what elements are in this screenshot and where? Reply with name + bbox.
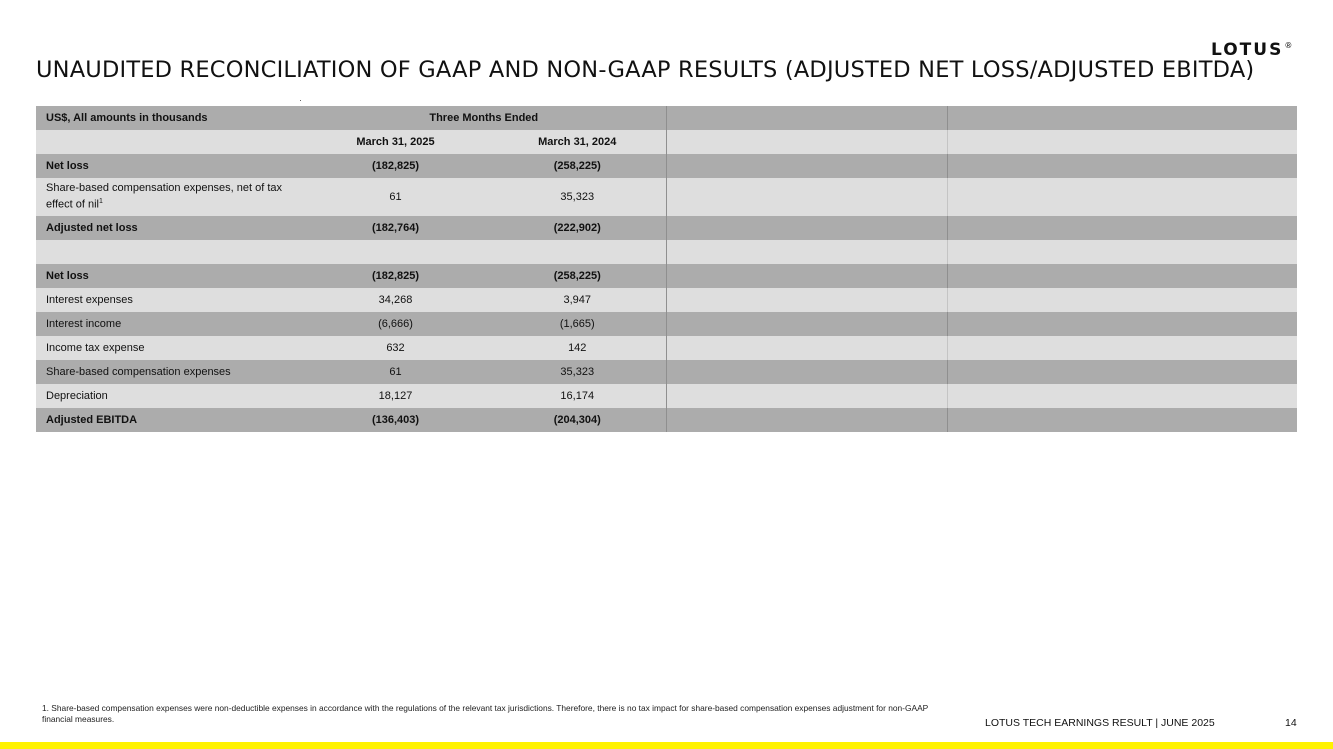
value-2025: (6,666)	[302, 312, 489, 336]
footnote: 1. Share-based compensation expenses were non-deductible expenses in accordance with the regulations of the relevant tax jurisdictions. Therefore, there is no tax impact for share-based compensation expenses adjustment for non-GAAP financial measures.	[42, 703, 929, 724]
table-row-interest-income	[36, 312, 1297, 336]
empty-cell	[666, 130, 947, 154]
empty-cell	[947, 384, 1297, 408]
empty-cell	[947, 408, 1297, 432]
value-2024: (204,304)	[489, 408, 666, 432]
empty-cell	[947, 240, 1297, 264]
row-label-text: Share-based compensation expenses, net of tax effect of nil	[46, 182, 283, 211]
empty-cell	[666, 178, 947, 216]
empty-cell	[489, 240, 666, 264]
row-label: Income tax expense	[36, 336, 302, 360]
reconciliation-table	[36, 106, 1297, 432]
row-label: Adjusted net loss	[36, 216, 302, 240]
header-row-units	[36, 106, 1297, 130]
empty-cell	[666, 384, 947, 408]
empty-cell	[947, 216, 1297, 240]
value-2024: 35,323	[489, 360, 666, 384]
value-2024: (258,225)	[489, 264, 666, 288]
empty-cell	[666, 408, 947, 432]
footer-text: LOTUS TECH EARNINGS RESULT | JUNE 2025	[985, 717, 1215, 729]
empty-cell	[947, 288, 1297, 312]
value-2024: (1,665)	[489, 312, 666, 336]
row-label	[36, 178, 302, 216]
empty-cell	[947, 360, 1297, 384]
units-label: US$, All amounts in thousands	[36, 106, 302, 130]
value-2024: 3,947	[489, 288, 666, 312]
page-title: UNAUDITED RECONCILIATION OF GAAP AND NON-GAAP RESULTS (ADJUSTED NET LOSS/ADJUSTED EBITDA)	[36, 57, 1255, 83]
table-row-adjusted-ebitda	[36, 408, 1297, 432]
value-2024: 142	[489, 336, 666, 360]
value-2025: 61	[302, 360, 489, 384]
row-label: Net loss	[36, 264, 302, 288]
registered-mark: ®	[1284, 41, 1293, 51]
table-row-net-loss	[36, 154, 1297, 178]
value-2025: 61	[302, 178, 489, 216]
table-row-sbc	[36, 360, 1297, 384]
table-row-adjusted-net-loss	[36, 216, 1297, 240]
empty-cell	[666, 360, 947, 384]
empty-cell	[302, 240, 489, 264]
decorative-dot	[300, 100, 301, 101]
page-number: 14	[1285, 717, 1297, 729]
value-2025: 34,268	[302, 288, 489, 312]
empty-cell	[947, 154, 1297, 178]
empty-cell	[666, 288, 947, 312]
table-row-net-loss-ebitda	[36, 264, 1297, 288]
row-label: Net loss	[36, 154, 302, 178]
empty-cell	[36, 240, 302, 264]
table-row-sbc-net-of-tax	[36, 178, 1297, 216]
empty-cell	[947, 336, 1297, 360]
empty-cell	[666, 264, 947, 288]
row-label: Interest income	[36, 312, 302, 336]
table-row-interest-expenses	[36, 288, 1297, 312]
header-row-dates	[36, 130, 1297, 154]
value-2025: (182,764)	[302, 216, 489, 240]
value-2025: 18,127	[302, 384, 489, 408]
col-header-2025: March 31, 2025	[302, 130, 489, 154]
value-2024: 35,323	[489, 178, 666, 216]
row-label: Interest expenses	[36, 288, 302, 312]
footnote-marker: 1	[99, 198, 103, 206]
value-2025: (182,825)	[302, 154, 489, 178]
empty-cell	[36, 130, 302, 154]
empty-cell	[666, 312, 947, 336]
row-label: Share-based compensation expenses	[36, 360, 302, 384]
value-2025: (136,403)	[302, 408, 489, 432]
empty-cell	[666, 216, 947, 240]
empty-cell	[666, 106, 947, 130]
value-2024: (258,225)	[489, 154, 666, 178]
empty-cell	[666, 154, 947, 178]
empty-cell	[666, 240, 947, 264]
empty-cell	[947, 130, 1297, 154]
empty-cell	[947, 178, 1297, 216]
row-label: Depreciation	[36, 384, 302, 408]
value-2024: (222,902)	[489, 216, 666, 240]
col-header-2024: March 31, 2024	[489, 130, 666, 154]
row-label: Adjusted EBITDA	[36, 408, 302, 432]
accent-bar	[0, 742, 1333, 749]
value-2025: 632	[302, 336, 489, 360]
empty-cell	[947, 312, 1297, 336]
table-row-depreciation	[36, 384, 1297, 408]
value-2024: 16,174	[489, 384, 666, 408]
empty-cell	[666, 336, 947, 360]
value-2025: (182,825)	[302, 264, 489, 288]
logo-text: LOTUS	[1211, 40, 1284, 60]
table-row-income-tax	[36, 336, 1297, 360]
empty-cell	[947, 264, 1297, 288]
empty-cell	[947, 106, 1297, 130]
period-label: Three Months Ended	[302, 106, 666, 130]
table-row-spacer	[36, 240, 1297, 264]
